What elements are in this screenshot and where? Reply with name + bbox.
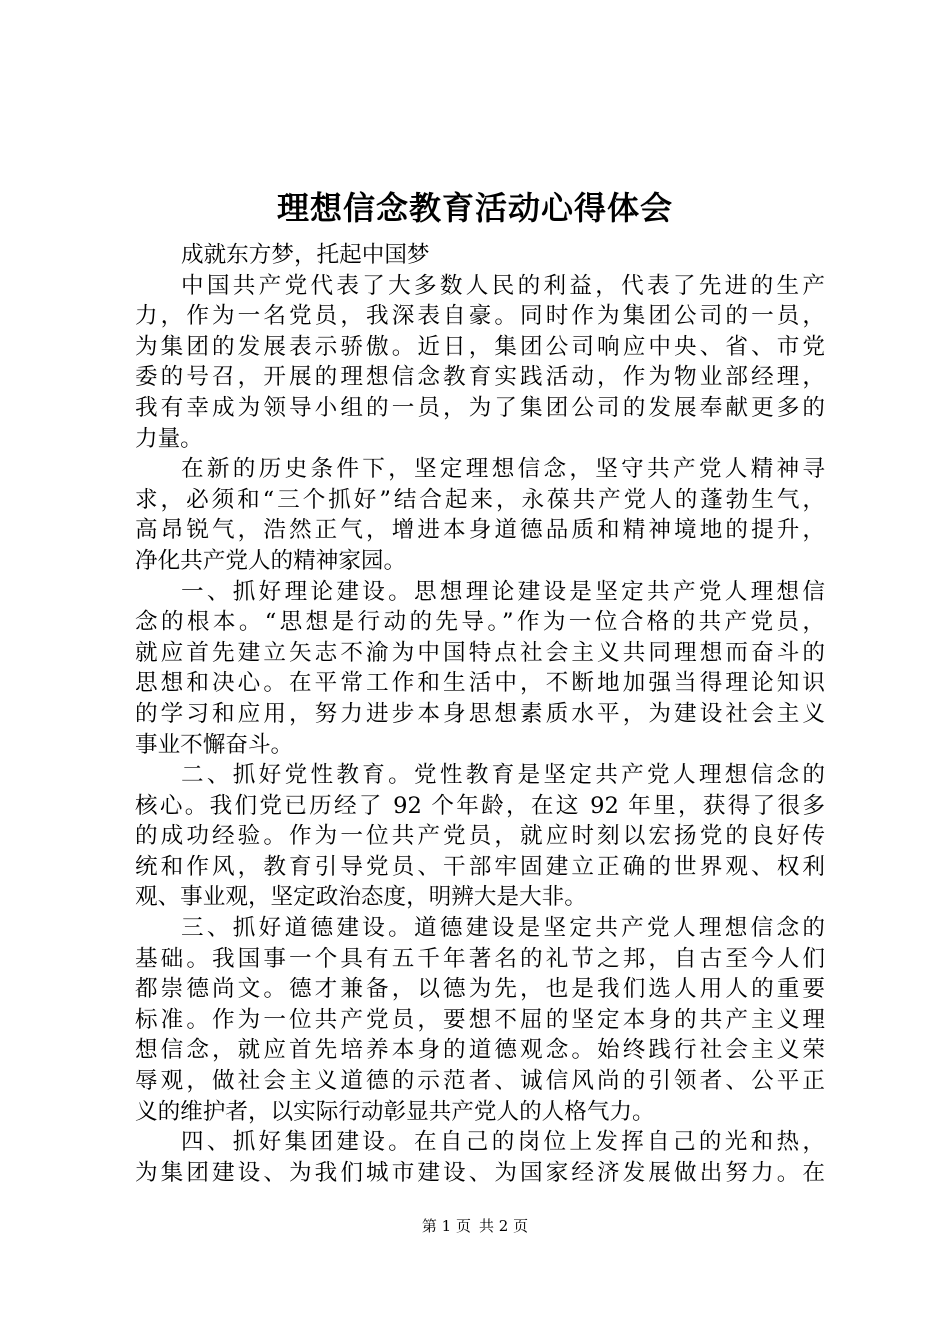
body-line: 核心。我们党已历经了 92 个年龄，在这 92 年里，获得了很多 (135, 792, 825, 819)
body-line: 义的维护者，以实际行动彰显共产党人的人格气力。 (135, 1098, 655, 1125)
document-body (135, 240, 825, 1188)
page-footer (0, 1216, 950, 1236)
body-line: 想信念，就应首先培养本身的道德观念。始终践行社会主义荣 (135, 1037, 825, 1064)
body-line: 中国共产党代表了大多数人民的利益，代表了先进的生产 (181, 272, 825, 299)
body-line: 念的根本。“思想是行动的先导。”作为一位合格的共产党员， (135, 609, 825, 636)
body-line: 二、抓好党性教育。党性教育是坚定共产党人理想信念的 (181, 762, 825, 789)
body-line: 委的号召，开展的理想信念教育实践活动，作为物业部经理， (135, 364, 825, 391)
page-total: 共 2 页 (479, 1217, 529, 1235)
body-line: 都崇德尚文。德才兼备，以德为先，也是我们选人用人的重要 (135, 976, 825, 1003)
body-line: 就应首先建立矢志不渝为中国特点社会主义共同理想而奋斗的 (135, 639, 825, 666)
body-line: 基础。我国事一个具有五千年著名的礼节之邦，自古至今人们 (135, 945, 825, 972)
body-line: 力量。 (135, 425, 203, 452)
body-line: 的成功经验。作为一位共产党员，就应时刻以宏扬党的良好传 (135, 823, 825, 850)
body-line: 为集团建设、为我们城市建设、为国家经济发展做出努力。在 (135, 1159, 825, 1186)
body-line: 标准。作为一位共产党员，要想不屈的坚定本身的共产主义理 (135, 1006, 825, 1033)
body-line: 事业不懈奋斗。 (135, 731, 294, 758)
body-line: 统和作风，教育引导党员、干部牢固建立正确的世界观、权利 (135, 853, 825, 880)
body-line: 力，作为一名党员，我深表自豪。同时作为集团公司的一员， (135, 303, 825, 330)
body-line: 观、事业观，坚定政治态度，明辨大是大非。 (135, 884, 587, 911)
body-line: 求，必须和“三个抓好”结合起来，永葆共产党人的蓬勃生气， (135, 486, 825, 513)
body-line: 思想和决心。在平常工作和生活中，不断地加强当得理论知识 (135, 670, 825, 697)
body-line: 在新的历史条件下，坚定理想信念，坚守共产党人精神寻 (181, 456, 825, 483)
body-line: 我有幸成为领导小组的一员，为了集团公司的发展奉献更多的 (135, 394, 825, 421)
body-line: 三、抓好道德建设。道德建设是坚定共产党人理想信念的 (181, 915, 825, 942)
body-line: 净化共产党人的精神家园。 (135, 547, 407, 574)
body-line: 一、抓好理论建设。思想理论建设是坚定共产党人理想信 (181, 578, 825, 605)
body-line: 为集团的发展表示骄傲。近日，集团公司响应中央、省、市党 (135, 333, 825, 360)
document-title: 理想信念教育活动心得体会 (276, 189, 673, 227)
body-line: 辱观，做社会主义道德的示范者、诚信风尚的引领者、公平正 (135, 1068, 825, 1095)
body-line: 成就东方梦，托起中国梦 (181, 242, 430, 268)
body-line: 高昂锐气，浩然正气，增进本身道德品质和精神境地的提升， (135, 517, 825, 544)
page-number: 第 1 页 (421, 1217, 471, 1235)
body-line: 四、抓好集团建设。在自己的岗位上发挥自己的光和热， (181, 1129, 825, 1156)
body-line: 的学习和应用，努力进步本身思想素质水平，为建设社会主义 (135, 700, 825, 727)
